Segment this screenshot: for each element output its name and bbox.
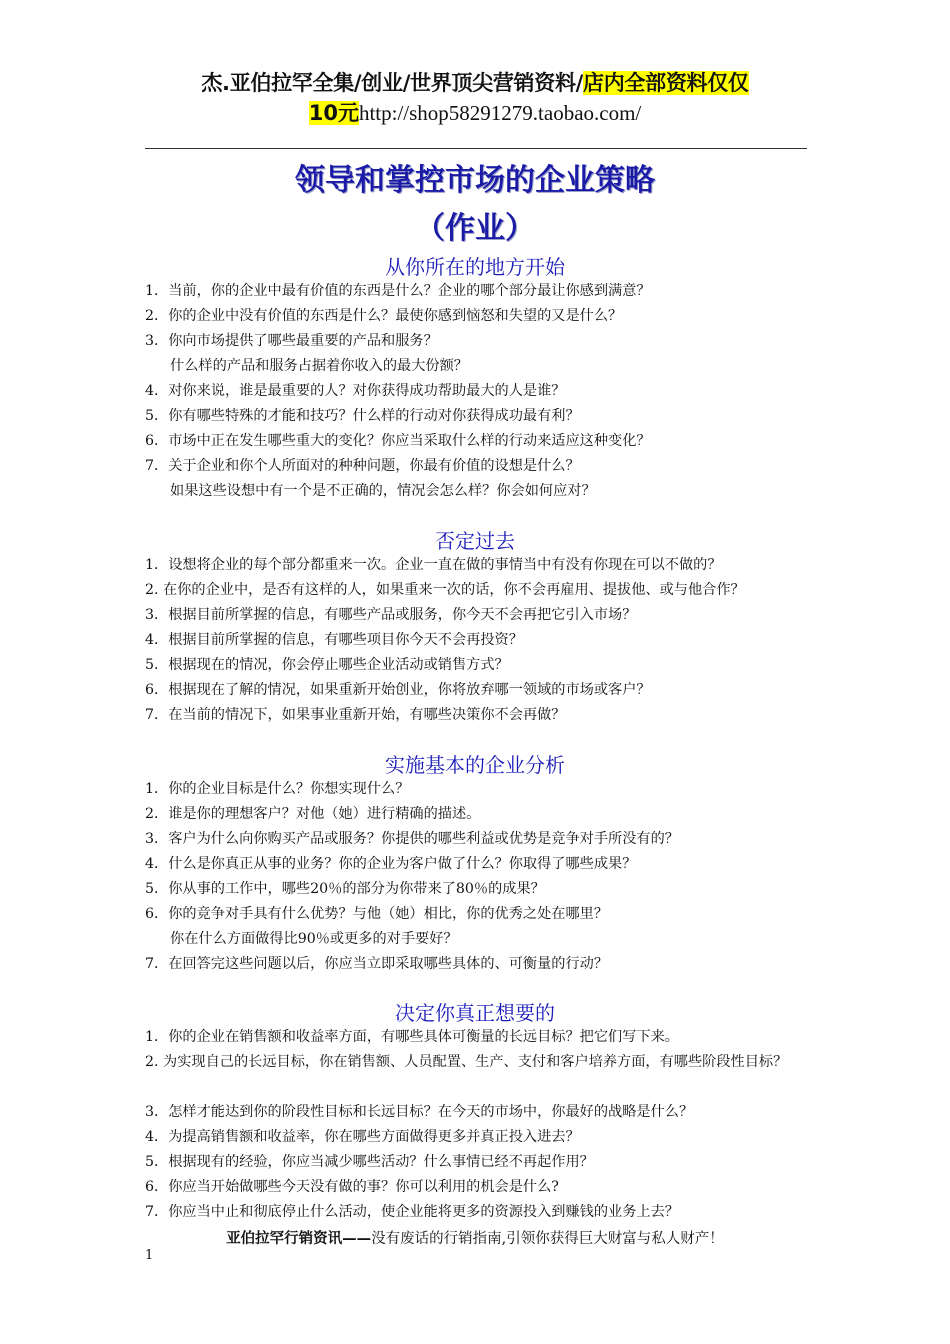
question-item: 2．你的企业中没有价值的东西是什么？最使你感到恼怒和失望的又是什么？ [145, 308, 623, 324]
question-item: 6．市场中正在发生哪些重大的变化？你应当采取什么样的行动来适应这种变化？ [145, 433, 651, 449]
question-item: 6．你的竞争对手具有什么优势？与他（她）相比，你的优秀之处在哪里？ [145, 906, 609, 922]
header-price: 10元 [308, 101, 359, 125]
section-heading: 实施基本的企业分析 [385, 753, 565, 777]
footer-tagline: 没有废话的行销指南,引领你获得巨大财富与私人财产！ [371, 1231, 724, 1247]
question-item: 7．你应当中止和彻底停止什么活动，使企业能将更多的资源投入到赚钱的业务上去？ [145, 1204, 679, 1220]
question-item: 7．在当前的情况下，如果事业重新开始，有哪些决策你不会再做？ [145, 707, 566, 723]
question-item: 3．怎样才能达到你的阶段性目标和长远目标？在今天的市场中，你最好的战略是什么？ [145, 1104, 694, 1120]
page-footer [145, 1228, 805, 1250]
question-item: 1．你的企业在销售额和收益率方面，有哪些具体可衡量的长远目标？把它们写下来。 [145, 1029, 679, 1045]
header-line-2 [145, 98, 805, 128]
question-item: 6．根据现在了解的情况，如果重新开始创业，你将放弃哪一领域的市场或客户？ [145, 682, 651, 698]
question-item: 4．根据目前所掌握的信息，有哪些项目你今天不会再投资？ [145, 632, 523, 648]
question-item-continued: 如果这些设想中有一个是不正确的，情况会怎么样？你会如何应对？ [170, 483, 596, 499]
question-item: 7．在回答完这些问题以后，你应当立即采取哪些具体的、可衡量的行动？ [145, 956, 609, 972]
question-item: 3．客户为什么向你购买产品或服务？你提供的哪些利益或优势是竞争对手所没有的？ [145, 831, 679, 847]
question-item: 5．根据现有的经验，你应当减少哪些活动？什么事情已经不再起作用？ [145, 1154, 594, 1170]
question-item-continued: 什么样的产品和服务占据着你收入的最大份额？ [170, 358, 468, 374]
header-series-title: 杰.亚伯拉罕全集/创业/世界顶尖营销资料/ [201, 71, 584, 95]
question-item: 7．关于企业和你个人所面对的种种问题，你最有价值的设想是什么？ [145, 458, 580, 474]
document-subtitle: （作业） [415, 211, 535, 246]
header-highlight: 店内全部资料仅仅 [583, 71, 749, 95]
question-item: 1．你的企业目标是什么？你想实现什么？ [145, 781, 410, 797]
question-item: 5．你从事的工作中，哪些20％的部分为你带来了80％的成果？ [145, 881, 545, 897]
question-item: 2. 在你的企业中，是否有这样的人，如果重来一次的话，你不会再雇用、提拔他、或与他合作？ [145, 582, 745, 598]
question-item-continued: 你在什么方面做得比90％或更多的对手要好？ [170, 931, 458, 947]
question-item: 1．设想将企业的每个部分都重来一次。企业一直在做的事情当中有没有你现在可以不做的？ [145, 557, 722, 573]
header-line-1 [145, 68, 805, 98]
question-item: 5．根据现在的情况，你会停止哪些企业活动或销售方式？ [145, 657, 509, 673]
shop-link[interactable]: http://shop58291279.taobao.com/ [358, 101, 642, 125]
page-number: 1 [145, 1248, 154, 1263]
section-heading: 决定你真正想要的 [395, 1001, 555, 1025]
question-item: 4．什么是你真正从事的业务？你的企业为客户做了什么？你取得了哪些成果？ [145, 856, 637, 872]
section-heading: 从你所在的地方开始 [385, 255, 565, 279]
section-heading: 否定过去 [435, 529, 515, 553]
document-title: 领导和掌控市场的企业策略 [295, 163, 655, 198]
question-item: 2．谁是你的理想客户？对他（她）进行精确的描述。 [145, 806, 481, 822]
question-item: 2. 为实现自己的长远目标，你在销售额、人员配置、生产、支付和客户培养方面，有哪些阶段性目标？ [145, 1054, 788, 1070]
question-item: 4．对你来说，谁是最重要的人？对你获得成功帮助最大的人是谁？ [145, 383, 566, 399]
question-item: 5．你有哪些特殊的才能和技巧？什么样的行动对你获得成功最有利？ [145, 408, 580, 424]
question-item: 6．你应当开始做哪些今天没有做的事？你可以利用的机会是什么? [145, 1179, 559, 1195]
question-item: 1．当前，你的企业中最有价值的东西是什么？企业的哪个部分最让你感到满意？ [145, 283, 651, 299]
question-item: 4．为提高销售额和收益率，你在哪些方面做得更多并真正投入进去？ [145, 1129, 580, 1145]
question-item: 3．你向市场提供了哪些最重要的产品和服务？ [145, 333, 438, 349]
header-divider [145, 148, 807, 149]
question-item: 3．根据目前所掌握的信息，有哪些产品或服务，你今天不会再把它引入市场？ [145, 607, 637, 623]
footer-brand: 亚伯拉罕行销资讯—— [226, 1231, 372, 1247]
page-header [145, 68, 805, 128]
